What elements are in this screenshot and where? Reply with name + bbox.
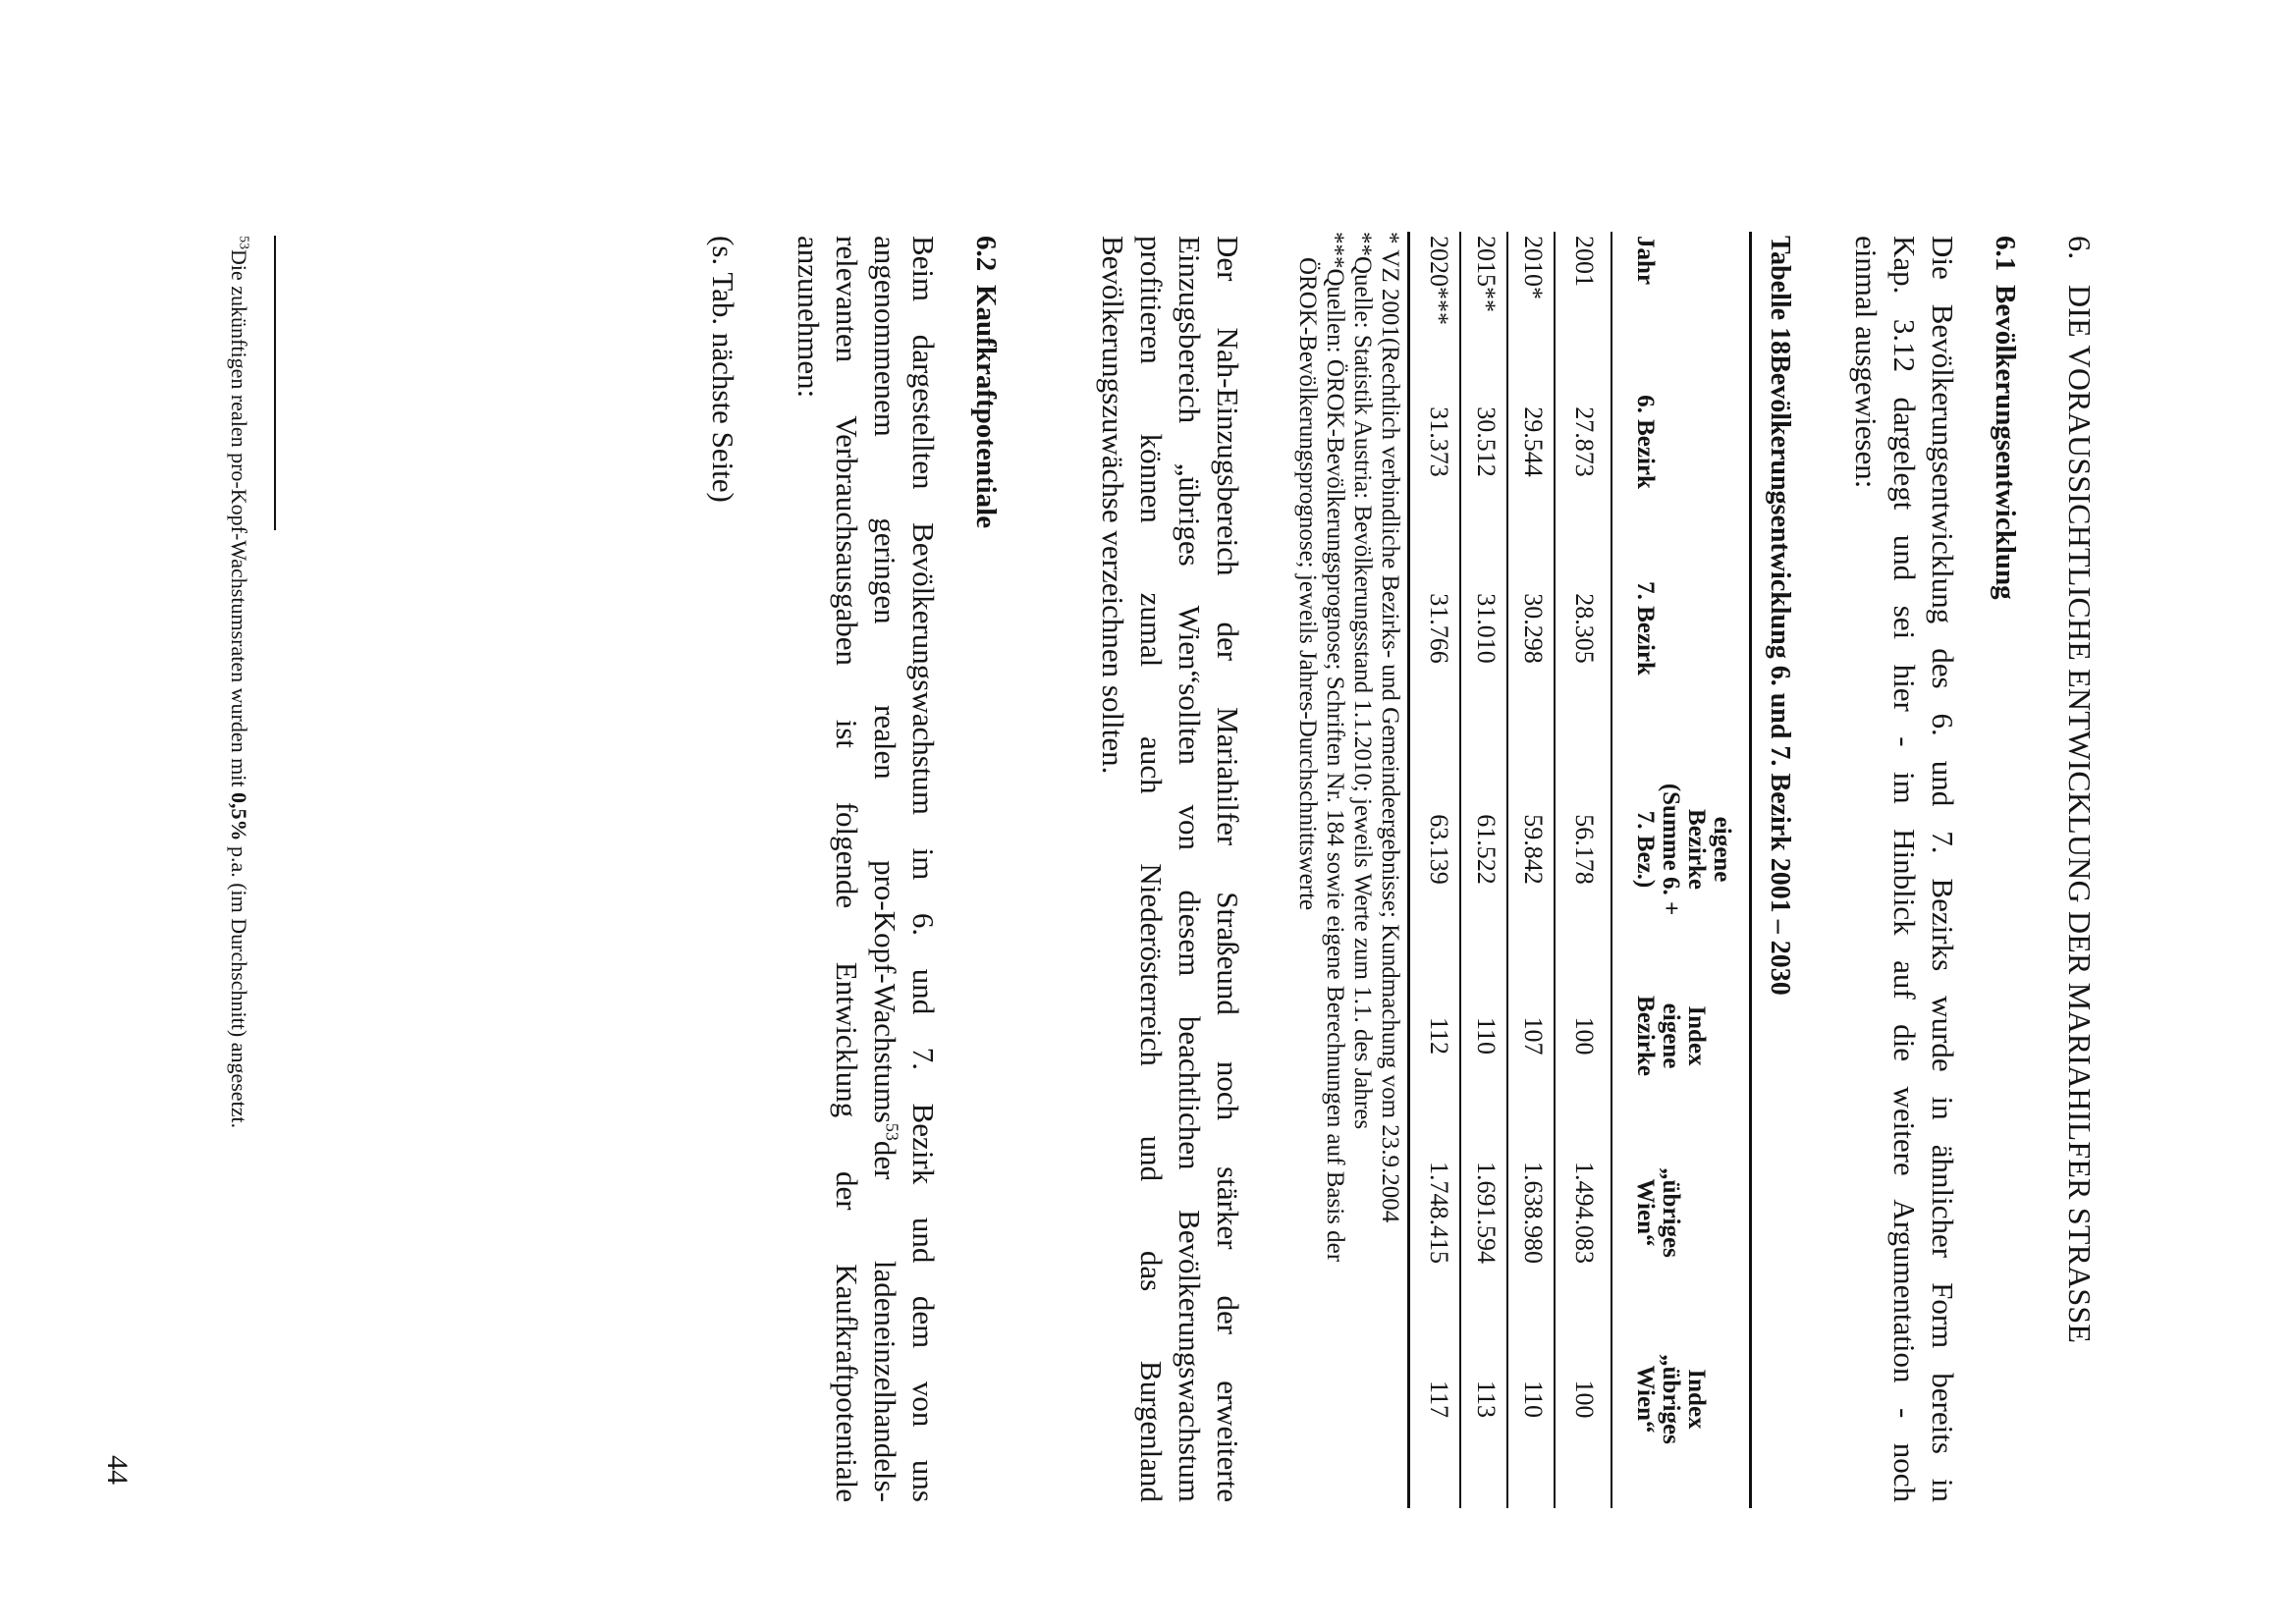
- table-note: ÖROK-Bevölkerungsprognose; jeweils Jahres-Durchschnittswerte: [1294, 257, 1321, 911]
- section-title: Bevölkerungsentwicklung: [1990, 285, 2021, 600]
- next-page-note: (s. Tab. nächste Seite): [706, 236, 740, 503]
- section-title: Kaufkraftpotentiale: [970, 285, 1002, 529]
- header-index-uebriges: Index „übriges Wien“: [1632, 1354, 1710, 1444]
- table-note: ***Quellen: ÖROK-Bevölkerungsprognose; Schriften Nr. 184 sowie eigene Berechnungen auf Basis der: [1322, 232, 1348, 1263]
- chapter-heading: [2061, 236, 2098, 1343]
- chapter-number: 6.: [2062, 236, 2098, 260]
- footnote-marker: 53: [236, 236, 251, 249]
- chapter-title: DIE VORAUSSICHTLICHE ENTWICKLUNG DER MARIAHILFER STRASSE: [2062, 285, 2098, 1344]
- cell-index-uebriges: 117: [1425, 1380, 1453, 1419]
- cell-7-bezirk: 30.298: [1519, 593, 1548, 664]
- cell-index-eigene: 107: [1519, 1016, 1548, 1056]
- paragraph-line: Bevölkerungszuwächse verzeichnen sollten.: [1096, 236, 1130, 775]
- table-top-rule: [1749, 232, 1752, 1508]
- header-uebriges-wien: „übriges Wien“: [1632, 1167, 1684, 1258]
- cell-jahr: 2010*: [1519, 236, 1548, 299]
- cell-jahr: 2015**: [1472, 236, 1501, 312]
- cell-6-bezirk: 29.544: [1519, 406, 1548, 477]
- table-row-rule: [1555, 232, 1557, 1508]
- cell-uebriges-wien: 1.638.980: [1519, 1162, 1548, 1264]
- table-row-rule: [1507, 232, 1509, 1508]
- paragraph-line: Einzugsbereich „übriges Wien“sollten von diesem beachtlichen Bevölkerungswachstum: [1173, 236, 1207, 1502]
- cell-index-uebriges: 110: [1519, 1380, 1548, 1419]
- footnote-rule: [275, 236, 277, 530]
- intro-paragraph: [1847, 236, 1962, 1502]
- footnote: $^{53}$Die zukünftigen realen pro-Kopf-Wachstumsraten wurden mit 0,5% p.a. (im Durchschnitt) angesetzt.: [227, 236, 251, 1129]
- cell-6-bezirk: 30.512: [1472, 406, 1501, 477]
- cell-uebriges-wien: 1.748.415: [1425, 1162, 1453, 1264]
- cell-index-eigene: 112: [1425, 1016, 1453, 1056]
- section-heading-6-1: [1989, 236, 2021, 600]
- cell-eigene-bezirke: 59.842: [1519, 814, 1548, 885]
- cell-jahr: 2001: [1570, 236, 1599, 287]
- header-eigene-bezirke: eigene Bezirke (Summe 6. + 7. Bez.): [1632, 783, 1735, 916]
- section-number: 6.1: [1990, 236, 2021, 272]
- cell-7-bezirk: 28.305: [1570, 593, 1599, 664]
- footnote-ref[interactable]: 53: [882, 1122, 902, 1141]
- page-number: 44: [101, 1455, 134, 1485]
- cell-index-eigene: 100: [1570, 1016, 1599, 1056]
- table-caption: Tabelle 18Bevölkerungsentwicklung 6. und 7. Bezirk 2001 – 2030: [1765, 236, 1795, 996]
- table-note: **Quelle: Statistik Austria: Bevölkerungsstand 1.1.2010; jeweils Werte zum 1.1. des Jahres: [1349, 232, 1376, 1130]
- paragraph-line: Beim dargestellten Bevölkerungswachstum im 6. und 7. Bezirk und dem von uns: [906, 236, 941, 1502]
- cell-uebriges-wien: 1.691.594: [1472, 1162, 1501, 1264]
- cell-7-bezirk: 31.766: [1425, 593, 1453, 664]
- cell-6-bezirk: 27.873: [1570, 406, 1599, 477]
- paragraph-line: Kap. 3.12 dargelegt und sei hier - im Hinblick auf die weitere Argumentation - noch: [1887, 236, 1922, 1502]
- header-jahr: Jahr: [1632, 236, 1659, 285]
- paragraph-line: anzunehmen:: [792, 236, 826, 399]
- table-bottom-rule: [1407, 232, 1410, 1508]
- paragraph-line: profitieren können zumal auch Niederösterreich und das Burgenland: [1134, 236, 1169, 1502]
- header-index-eigene: Index eigene Bezirke: [1632, 996, 1710, 1076]
- cell-uebriges-wien: 1.494.083: [1570, 1162, 1599, 1264]
- cell-6-bezirk: 31.373: [1425, 406, 1453, 477]
- section-number: 6.2: [970, 236, 1002, 272]
- cell-eigene-bezirke: 56.178: [1570, 814, 1599, 885]
- cell-jahr: 2020***: [1425, 236, 1453, 325]
- cell-eigene-bezirke: 61.522: [1472, 814, 1501, 885]
- kaufkraft-paragraph: [790, 236, 943, 1502]
- paragraph-line: Der Nah-Einzugsbereich der Mariahilfer Straßeund noch stärker der erweiterte: [1211, 236, 1245, 1502]
- population-paragraph: [1094, 236, 1247, 1502]
- section-heading-6-2: [969, 236, 1002, 528]
- paragraph-line: relevanten Verbrauchsausgaben ist folgende Entwicklung der Kaufkraftpotentiale: [830, 236, 864, 1502]
- header-7-bezirk: 7. Bezirk: [1632, 581, 1659, 676]
- header-6-bezirk: 6. Bezirk: [1632, 395, 1659, 489]
- cell-eigene-bezirke: 63.139: [1425, 814, 1453, 885]
- cell-index-uebriges: 100: [1570, 1380, 1599, 1419]
- cell-7-bezirk: 31.010: [1472, 593, 1501, 664]
- paragraph-line: angenommenem geringen realen pro-Kopf-Wachstums$^{53}$der ladeneinzelhandels-: [868, 236, 902, 1502]
- cell-index-eigene: 110: [1472, 1016, 1501, 1056]
- table-header-rule: [1611, 232, 1613, 1508]
- cell-index-uebriges: 113: [1472, 1380, 1501, 1419]
- paragraph-line: Die Bevölkerungsentwicklung des 6. und 7. Bezirks wurde in ähnlicher Form bereits in: [1926, 236, 1960, 1502]
- table-row-rule: [1460, 232, 1462, 1508]
- table-note: * VZ 2001(Rechtlich verbindliche Bezirks- und Gemeindeergebnisse; Kundmachung vom 23.9.2004: [1377, 232, 1403, 1223]
- paragraph-line: einmal ausgewiesen:: [1849, 236, 1884, 489]
